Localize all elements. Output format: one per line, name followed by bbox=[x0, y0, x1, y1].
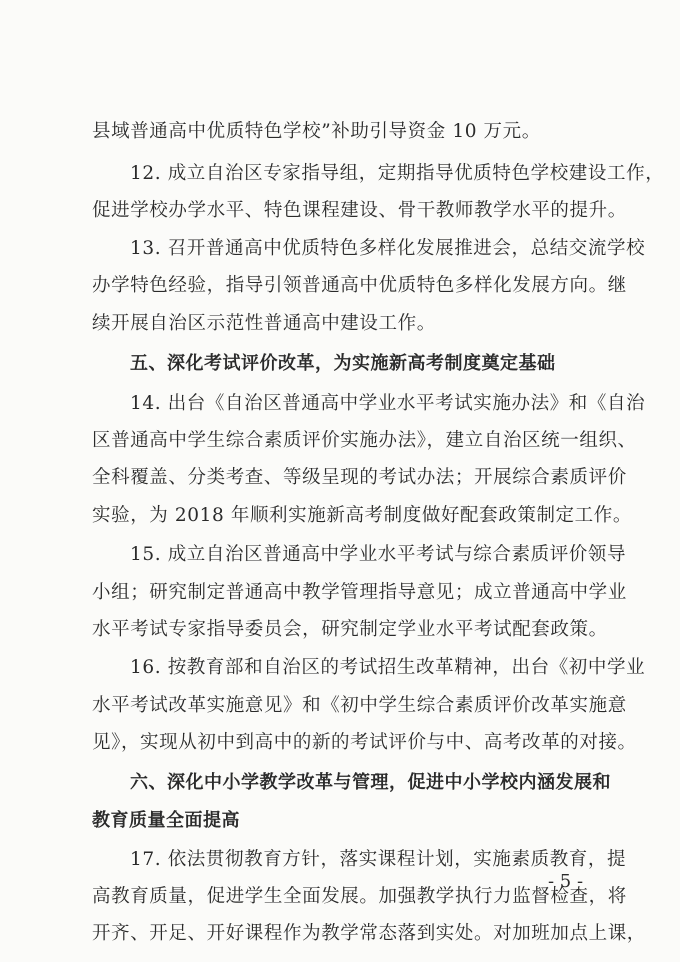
paragraph-line: 14. 出台《自治区普通高中学业水平考试实施办法》和《自治 bbox=[130, 393, 646, 414]
paragraph-line: 12. 成立自治区专家指导组，定期指导优质特色学校建设工作， bbox=[130, 163, 665, 184]
section-heading-continued: 教育质量全面提高 bbox=[92, 810, 240, 831]
paragraph-line: 15. 成立自治区普通高中学业水平考试与综合素质评价领导 bbox=[130, 544, 627, 565]
paragraph-line: 办学特色经验，指导引领普通高中优质特色多样化发展方向。继 bbox=[92, 275, 627, 296]
paragraph-line: 水平考试改革实施意见》和《初中学生综合素质评价改革实施意 bbox=[92, 695, 627, 716]
paragraph-line: 13. 召开普通高中优质特色多样化发展推进会，总结交流学校 bbox=[130, 238, 646, 259]
paragraph-line: 开齐、开足、开好课程作为教学常态落到实处。对加班加点上课， bbox=[92, 923, 646, 944]
paragraph-line: 17. 依法贯彻教育方针，落实课程计划，实施素质教育，提 bbox=[130, 849, 627, 870]
paragraph-line: 水平考试专家指导委员会，研究制定学业水平考试配套政策。 bbox=[92, 619, 608, 640]
paragraph-line: 县域普通高中优质特色学校”补助引导资金 10 万元。 bbox=[92, 121, 541, 142]
paragraph-line: 促进学校办学水平、特色课程建设、骨干教师教学水平的提升。 bbox=[92, 200, 627, 221]
page-number: - 5 - bbox=[548, 871, 584, 892]
paragraph-line: 高教育质量，促进学生全面发展。加强教学执行力监督检查，将 bbox=[92, 886, 627, 907]
paragraph-line: 16. 按教育部和自治区的考试招生改革精神，出台《初中学业 bbox=[130, 657, 646, 678]
section-heading: 五、深化考试评价改革，为实施新高考制度奠定基础 bbox=[130, 353, 556, 374]
paragraph-line: 小组；研究制定普通高中教学管理指导意见；成立普通高中学业 bbox=[92, 582, 627, 603]
paragraph-line: 区普通高中学生综合素质评价实施办法》，建立自治区统一组织、 bbox=[92, 430, 637, 451]
paragraph-line: 见》，实现从初中到高中的新的考试评价与中、高考改革的对接。 bbox=[92, 732, 637, 753]
section-heading: 六、深化中小学教学改革与管理，促进中小学校内涵发展和 bbox=[130, 772, 611, 793]
paragraph-line: 实验，为 2018 年顺利实施新高考制度做好配套政策制定工作。 bbox=[92, 505, 632, 526]
paragraph-line: 全科覆盖、分类考查、等级呈现的考试办法；开展综合素质评价 bbox=[92, 467, 627, 488]
paragraph-line: 续开展自治区示范性普通高中建设工作。 bbox=[92, 313, 436, 334]
